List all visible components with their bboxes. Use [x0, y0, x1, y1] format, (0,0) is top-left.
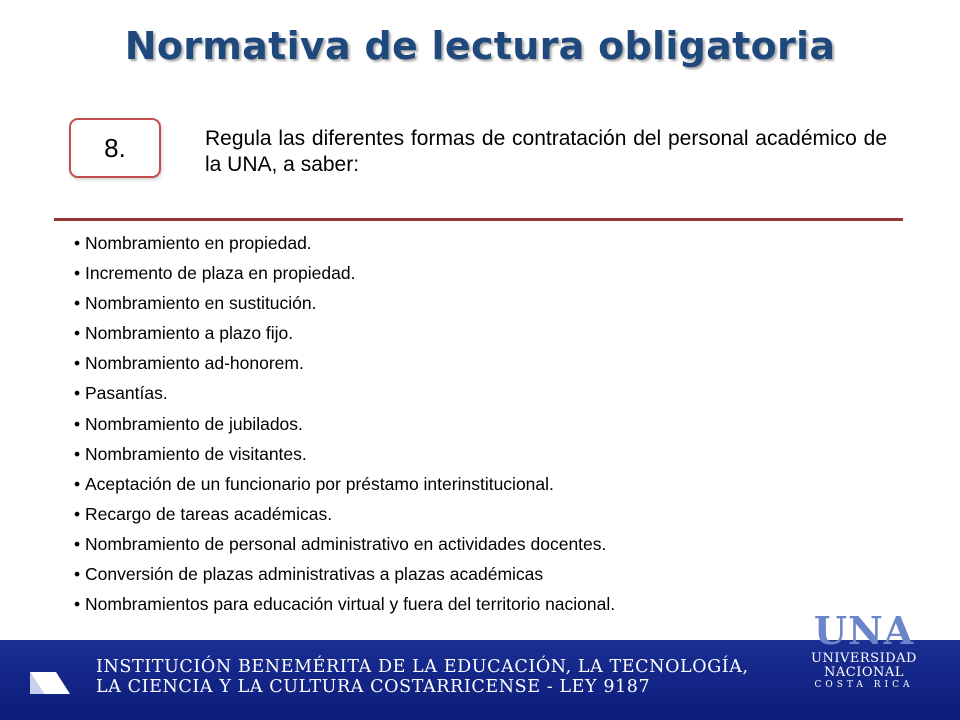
footer-line-2: LA CIENCIA Y LA CULTURA COSTARRICENSE - LEY 9187	[96, 677, 651, 697]
list-item: • Nombramiento a plazo fijo.	[74, 318, 615, 348]
list-item: • Incremento de plaza en propiedad.	[74, 258, 615, 288]
una-logo-line-1: UNIVERSIDAD	[811, 651, 917, 666]
slide-title: Normativa de lectura obligatoria	[124, 24, 836, 68]
footer-text	[96, 657, 749, 697]
list-item: • Nombramiento en propiedad.	[74, 228, 615, 258]
una-logo	[808, 610, 920, 691]
list-item: • Conversión de plazas administrativas a plazas académicas	[74, 559, 615, 589]
una-logo-mark: UNA	[813, 608, 915, 653]
list-item: • Nombramiento de jubilados.	[74, 409, 615, 439]
list-item: • Aceptación de un funcionario por préstamo interinstitucional.	[74, 469, 615, 499]
arrow-icon	[30, 670, 70, 696]
una-logo-line-3: COSTA RICA	[814, 680, 914, 690]
intro-text: Regula las diferentes formas de contratación del personal académico de la UNA, a saber:	[205, 127, 887, 176]
contract-types-list	[74, 228, 615, 619]
list-item: • Nombramiento de visitantes.	[74, 439, 615, 469]
item-number-box	[69, 118, 161, 178]
list-item: • Pasantías.	[74, 378, 615, 408]
list-item: • Nombramiento en sustitución.	[74, 288, 615, 318]
footer-line-1: INSTITUCIÓN BENEMÉRITA DE LA EDUCACIÓN, LA TECNOLOGÍA,	[96, 657, 749, 677]
list-item: • Recargo de tareas académicas.	[74, 499, 615, 529]
list-item: • Nombramientos para educación virtual y fuera del territorio nacional.	[74, 589, 615, 619]
divider-line	[54, 218, 903, 221]
una-logo-line-2: NACIONAL	[824, 665, 904, 680]
list-item: • Nombramiento de personal administrativo en actividades docentes.	[74, 529, 615, 559]
item-number: 8.	[104, 132, 126, 163]
list-item: • Nombramiento ad-honorem.	[74, 348, 615, 378]
